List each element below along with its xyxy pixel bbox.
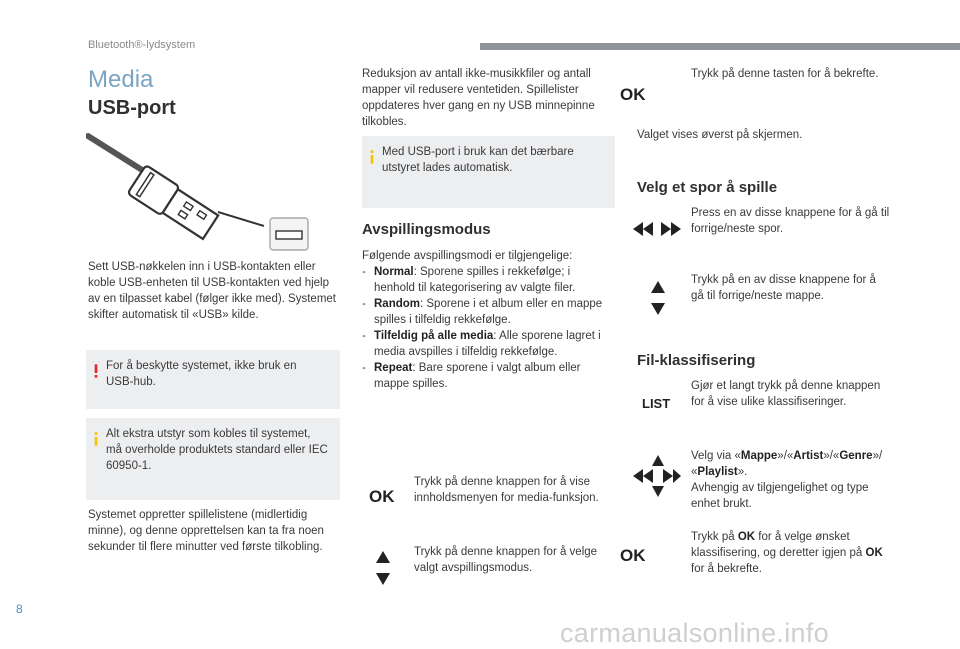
mode-desc: : Bare sporene i valgt album eller mappe spilles. <box>374 362 581 390</box>
mode-name: Tilfeldig på alle media <box>374 330 494 342</box>
info-icon <box>370 148 374 166</box>
category-playlist: Playlist <box>697 466 738 478</box>
mode-item: - Tilfeldig på alle media: Alle sporene lagret i media avspilles i tilfeldig rekkefølge. <box>362 330 601 358</box>
prev-next-track-text: Press en av disse knappene for å gå til forrige/neste spor. <box>691 207 890 235</box>
separator: »/ « <box>691 450 883 478</box>
separator: »/« <box>777 450 794 462</box>
up-down-arrows-icon <box>374 550 392 586</box>
selection-shown-text: Valget vises øverst på skjermen. <box>637 129 803 141</box>
list-button-icon: LIST <box>642 396 671 411</box>
prev-next-folder-text: Trykk på en av disse knappene for å gå til forrige/neste mappe. <box>691 274 876 302</box>
mode-name: Random <box>374 298 420 310</box>
prev-next-arrows-icon <box>633 221 681 237</box>
category-mappe: Mappe <box>740 450 778 462</box>
usb-paragraph: Sett USB-nøkkelen inn i USB-kontakten eller koble USB-enheten til USB-kontakten ved hjelp av en tilpasset kabel (følger ikke med). Systemet skifter automatisk til «USB» kilde. <box>88 261 336 321</box>
watermark: carmanualsonline.info <box>560 618 829 648</box>
mode-item: - Repeat: Bare sporene i valgt album eller mappe spilles. <box>362 362 581 390</box>
velg-via-text <box>691 448 896 512</box>
warning-icon <box>94 362 98 380</box>
info-text-charging: Med USB-port i bruk kan det bærbare utstyret lades automatisk. <box>382 146 574 174</box>
ok-select-mid: for å velge ønsket klassifisering, og deretter igjen på <box>691 531 866 559</box>
velg-via-suffix: ». <box>737 466 748 478</box>
ok-select-text <box>691 529 891 577</box>
mode-item: - Random: Sporene i et album eller en mappe spilles i tilfeldig rekkefølge. <box>362 298 603 326</box>
ok-button-icon: OK <box>620 546 646 565</box>
ok-inline: OK <box>865 547 883 559</box>
ok-inline: OK <box>737 531 756 543</box>
warning-box <box>86 350 340 409</box>
usb-plug-illustration <box>86 130 326 255</box>
warning-text: For å beskytte systemet, ikke bruk en USB-hub. <box>106 360 297 388</box>
category-artist: Artist <box>793 450 824 462</box>
mode-desc: : Sporene i et album eller en mappe spilles i tilfeldig rekkefølge. <box>374 298 603 326</box>
ok-confirm-text: Trykk på denne tasten for å bekrefte. <box>691 68 879 80</box>
fil-klassifisering-heading: Fil-klassifisering <box>637 352 756 369</box>
ok-select-prefix: Trykk på <box>691 531 738 543</box>
page-title: Media <box>88 66 154 93</box>
list-text: Gjør et langt trykk på denne knappen for å vise ulike klassifiseringer. <box>691 380 881 408</box>
velg-via-prefix: Velg via « <box>691 450 741 462</box>
ok-button-icon: OK <box>369 487 395 506</box>
category-genre: Genre <box>839 450 873 462</box>
up-down-arrows-icon <box>649 280 667 316</box>
usb-heading: USB-port <box>88 97 176 119</box>
avspilling-heading: Avspillingsmodus <box>362 221 491 238</box>
avspilling-intro: Følgende avspillingsmodi er tilgjengelige: <box>362 250 573 262</box>
ok-select-end: for å bekrefte. <box>691 563 762 575</box>
header-bar <box>480 43 960 50</box>
four-way-arrows-icon <box>633 455 681 497</box>
updown-mode-text: Trykk på denne knappen for å velge valgt avspillingsmodus. <box>414 546 598 574</box>
mode-name: Normal <box>374 266 414 278</box>
mode-name: Repeat <box>374 362 413 374</box>
page-number: 8 <box>16 602 23 616</box>
reduction-paragraph: Reduksjon av antall ikke-musikkfiler og antall mapper vil redusere ventetiden. Spillelister oppdateres hver gang en ny USB minnepinne tilkobles. <box>362 68 595 128</box>
mode-item: - Normal: Sporene spilles i rekkefølge; i henhold til kategorisering av valgte filer. <box>362 266 576 294</box>
section-header: Bluetooth®-lydsystem <box>88 39 196 51</box>
avhengig-text: Avhengig av tilgjengelighet og type enhet brukt. <box>691 482 869 510</box>
info-icon <box>94 430 98 448</box>
info-box-charging <box>362 136 615 208</box>
info-box-standard <box>86 418 340 500</box>
ok-button-icon: OK <box>620 85 646 104</box>
mode-desc: : Sporene spilles i rekkefølge; i henhold til kategorisering av valgte filer. <box>374 266 576 294</box>
ok-menu-text: Trykk på denne knappen for å vise innholdsmenyen for media-funksjon. <box>414 476 599 504</box>
playlist-paragraph: Systemet oppretter spillelistene (midlertidig minne), og denne opprettelsen kan ta fra noen sekunder til flere minutter ved første tilkobling. <box>88 509 324 553</box>
info-text-standard: Alt ekstra utstyr som kobles til systemet, må overholde produktets standard eller IEC 60950-1. <box>106 428 328 472</box>
mode-desc: : Alle sporene lagret i media avspilles i tilfeldig rekkefølge. <box>374 330 601 358</box>
velg-spor-heading: Velg et spor å spille <box>637 179 778 196</box>
separator: »/« <box>823 450 840 462</box>
avspilling-list <box>362 248 614 392</box>
